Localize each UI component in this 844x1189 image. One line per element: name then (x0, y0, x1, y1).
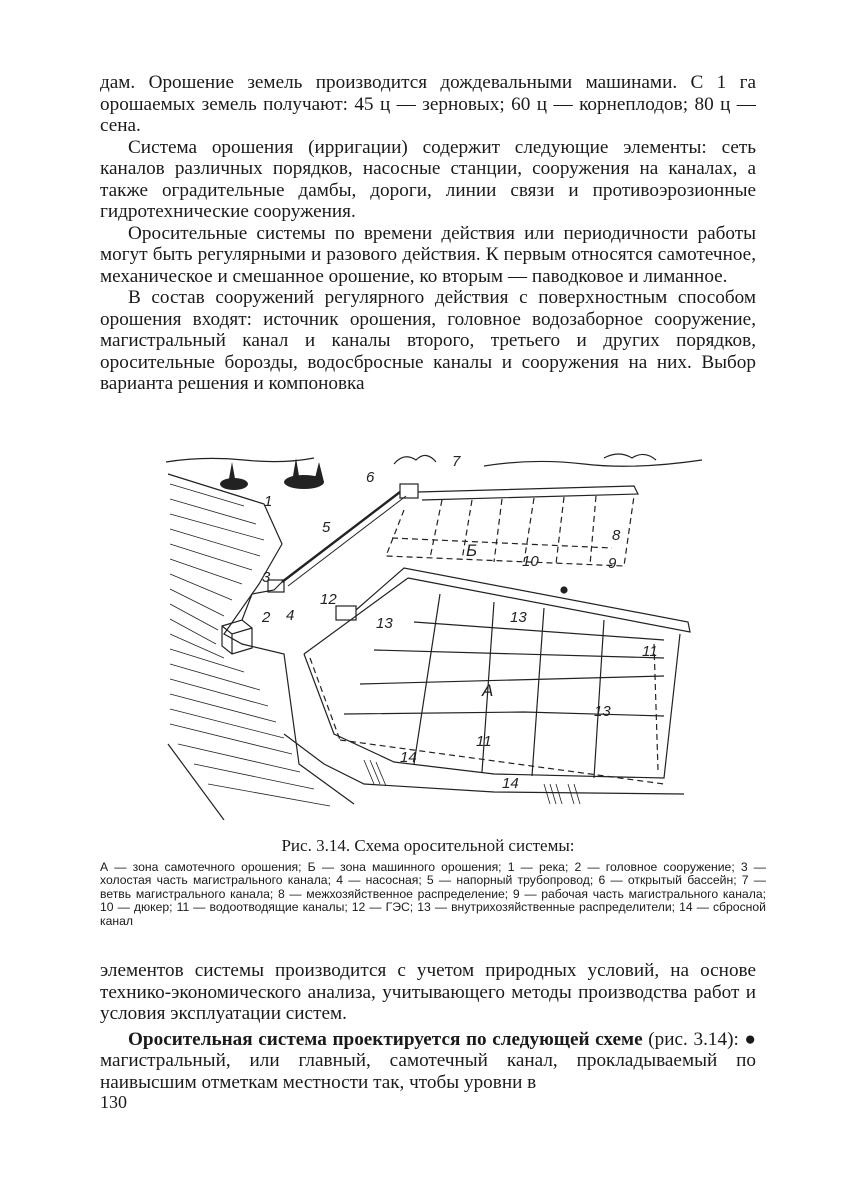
label-4: 4 (286, 607, 295, 624)
zone-a-label: А (482, 681, 494, 700)
horizon-line (166, 458, 314, 462)
zone-b-field (386, 496, 634, 566)
paragraph-regular-structures: В состав сооружений регулярного действия с поверхностным способом орошения входят: источник орошения, головное водозаборное сооружение, магистральный канал и каналы второго, третьего и других порядков, оросительные борозды, водосбросные каналы и сооружения на них. Выбор варианта решения и компоновка (100, 287, 756, 394)
cloud-right (604, 454, 656, 460)
top-text (100, 72, 756, 395)
page-number: 130 (100, 1092, 127, 1112)
label-14b: 14 (502, 775, 519, 792)
branch-canal (418, 486, 638, 500)
label-13c: 13 (594, 703, 611, 720)
label-2: 2 (262, 609, 271, 626)
label-11b: 11 (476, 733, 492, 750)
head-structure (222, 620, 252, 654)
pressure-pipeline (282, 492, 400, 582)
open-basin (400, 484, 418, 498)
label-12: 12 (320, 591, 337, 608)
zone-b-label: Б (466, 541, 478, 560)
paragraph-system-types: Оросительные системы по времени действия или периодичности работы могут быть регулярными и разового действия. К первым относятся самотечное, механическое и смешанное орошение, ко вторым — паводковое и лиманное. (100, 222, 756, 287)
label-1: 1 (264, 493, 273, 510)
bottom-text (100, 960, 756, 1093)
label-10: 10 (522, 553, 539, 570)
ravine-hatching (364, 760, 580, 804)
design-scheme-heading: Оросительная система проектируется по следующей схеме (128, 1028, 643, 1050)
paragraph-elements-layout: элементов системы производится с учетом природных условий, на основе технико-экономического анализа, учитывающего методы производства работ и условия эксплуатации систем. (100, 960, 756, 1024)
irrigation-system-diagram (164, 444, 704, 820)
figure-caption: Рис. 3.14. Схема оросительной системы: (281, 836, 575, 855)
dyuker (561, 587, 567, 593)
label-5: 5 (322, 519, 331, 536)
horizon-right (484, 460, 702, 466)
label-13a: 13 (376, 615, 393, 632)
label-14a: 14 (400, 749, 417, 766)
label-3: 3 (262, 569, 271, 586)
label-7: 7 (452, 453, 461, 470)
cloud-left (394, 455, 436, 464)
figure-legend: А — зона самотечного орошения; Б — зона машинного орошения; 1 — река; 2 — головное сооружение; 3 — холостая часть магистрального канала; 4 — насосная; 5 — напорный трубопровод; 6 — открытый бассейн; 7 — ветвь магистрального канала; 8 — межхозяйственное распределение; 9 — рабочая часть магистрального канала; 10 — дюкер; 11 — водоотводящие каналы; 12 — ГЭС; 13 — внутрихозяйственные распределители; 14 — сбросной канал (100, 860, 766, 928)
label-9: 9 (608, 555, 617, 572)
label-13b: 13 (510, 609, 527, 626)
river-hatching (170, 484, 330, 806)
label-11a: 11 (642, 643, 658, 660)
paragraph-irrigation-elements: Система орошения (ирригации) содержит следующие элементы: сеть каналов различных порядков, насосные станции, сооружения на каналах, а также оградительные дамбы, дороги, линии связи и противоэрозионные гидротехнические сооружения. (100, 136, 756, 222)
paragraph-continuation: дам. Орошение земель производится дождевальными машинами. С 1 га орошаемых земель получают: 45 ц — зерновых; 60 ц — корнеплодов; 80 ц — сена. (100, 72, 756, 136)
zone-a-field (304, 578, 680, 778)
paragraph-design-scheme (100, 1029, 756, 1094)
label-6: 6 (366, 469, 375, 486)
design-scheme-text: (рис. 3.14): ● магистральный, или главный, самотечный канал, прокладываемый по наивысшим отметкам местности так, чтобы уровни в (100, 1028, 757, 1093)
trees (220, 458, 324, 490)
label-8: 8 (612, 527, 621, 544)
